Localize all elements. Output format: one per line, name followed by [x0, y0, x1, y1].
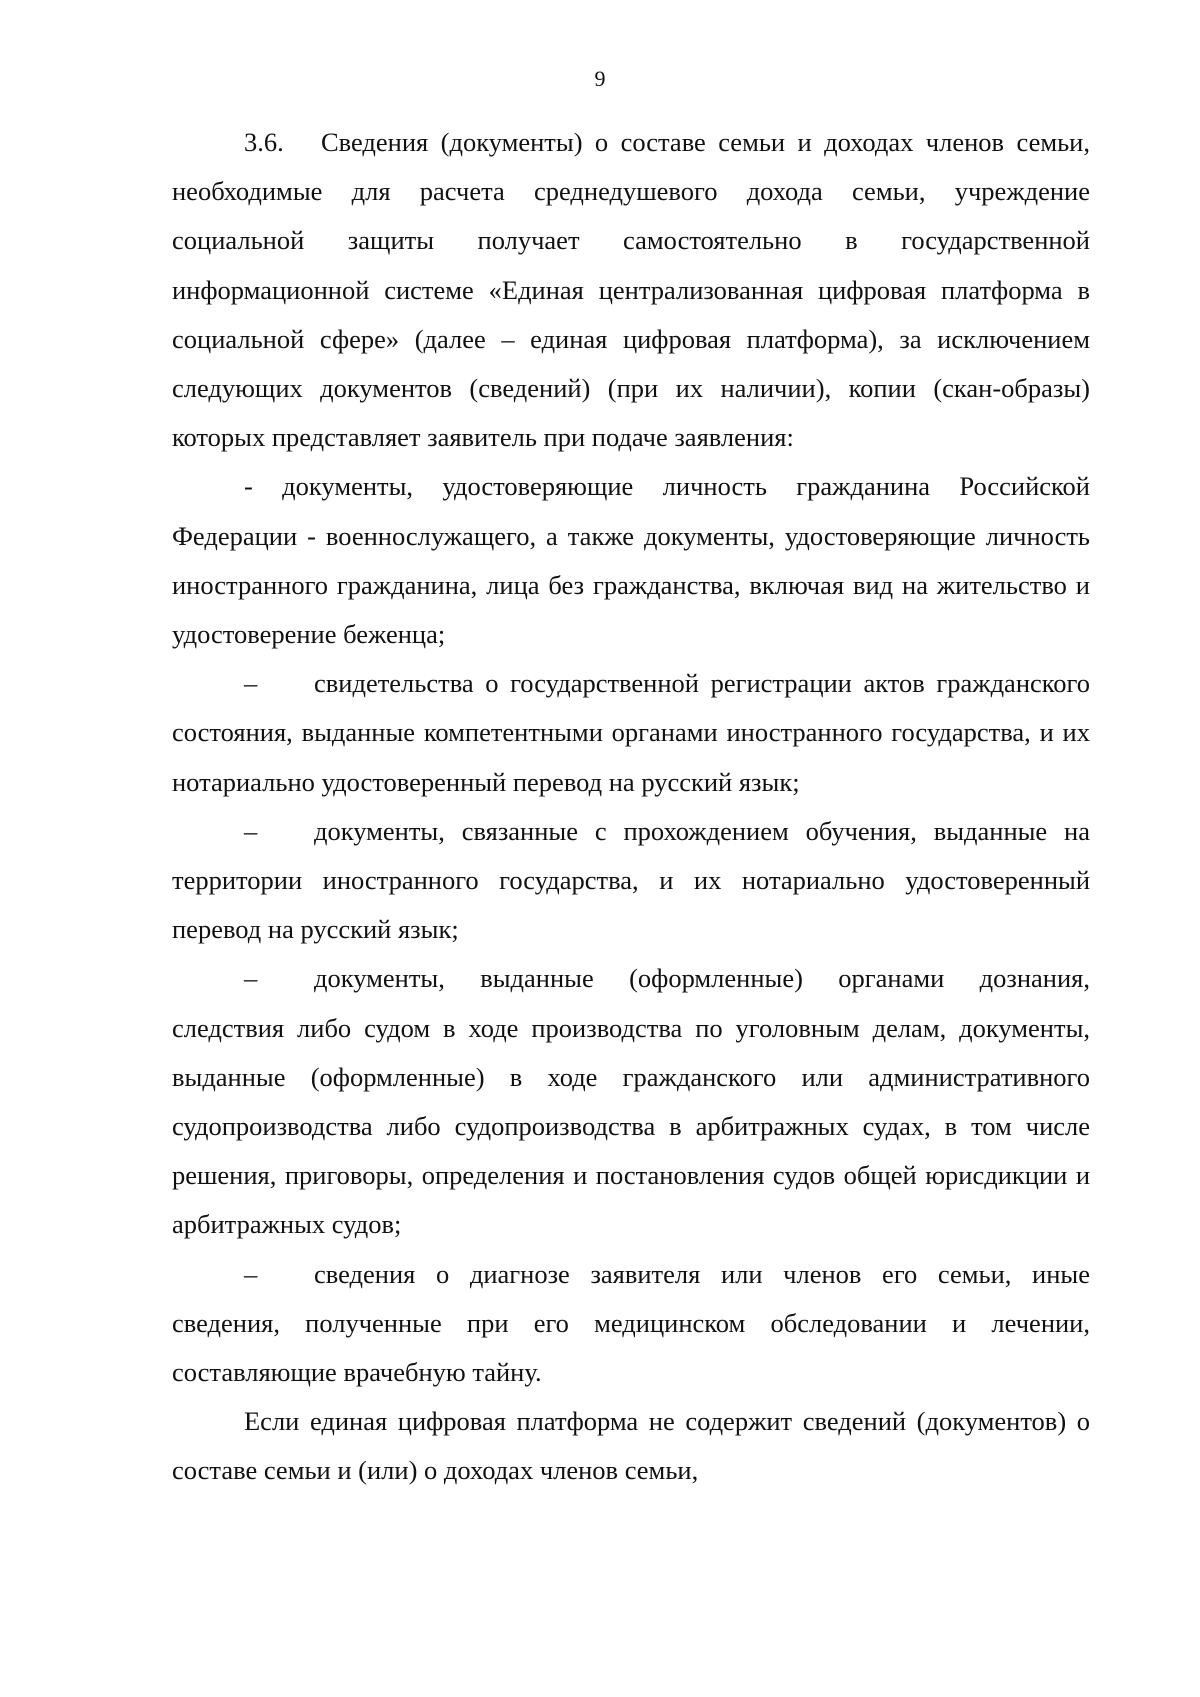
list-item	[172, 807, 1090, 955]
section-number: 3.6.	[244, 127, 284, 157]
list-item-text: документы, выданные (оформленные) органами дознания, следствия либо судом в ходе производства по уголовным делам, документы, выданные (оформленные) в ходе гражданского или административного судопроизводства либо судопроизводства в арбитражных судах, в том числе решения, приговоры, определения и постановления судов общей юрисдикции и арбитражных судов;	[172, 963, 1090, 1240]
list-item-text: сведения о диагнозе заявителя или членов его семьи, иные сведения, полученные при его медицинском обследовании и лечении, составляющие врачебную тайну.	[172, 1258, 1090, 1388]
dash-marker: –	[244, 963, 258, 994]
section-intro-text: Сведения (документы) о составе семьи и доходах членов семьи, необходимые для расчета среднедушевого дохода семьи, учреждение социальной защиты получает самостоятельно в государственной информационной системе «Единая централизованная цифровая платформа в социальной сфере» (далее – единая цифровая платформа), за исключением следующих документов (сведений) (при их наличии), копии (скан-образы) которых представляет заявитель при подаче заявления:	[172, 127, 1090, 453]
page-number: 9	[594, 66, 606, 91]
list-item-identity-documents: - документы, удостоверяющие личность гражданина Российской Федерации - военнослужащего, а также документы, удостоверяющие личность иностранного гражданина, лица без гражданства, включая вид на жительство и удостоверение беженца;	[172, 471, 1090, 650]
dash-marker: –	[244, 1258, 258, 1289]
final-paragraph: Если единая цифровая платформа не содержит сведений (документов) о составе семьи и (или) о доходах членов семьи,	[172, 1406, 1090, 1486]
section-3-6-paragraph	[172, 118, 1090, 462]
list-item	[172, 1250, 1090, 1398]
dash-marker: –	[244, 668, 258, 699]
list-item-text: свидетельства о государственной регистрации актов гражданского состояния, выданные компетентными органами иностранного государства, и их нотариально удостоверенный перевод на русский язык;	[172, 668, 1090, 797]
list-item	[172, 954, 1090, 1249]
list-item-text: документы, связанные с прохождением обучения, выданные на территории иностранного государства, и их нотариально удостоверенный перевод на русский язык;	[172, 815, 1090, 945]
dash-marker: –	[244, 815, 258, 846]
document-body	[172, 118, 1090, 1496]
list-item	[172, 659, 1090, 807]
